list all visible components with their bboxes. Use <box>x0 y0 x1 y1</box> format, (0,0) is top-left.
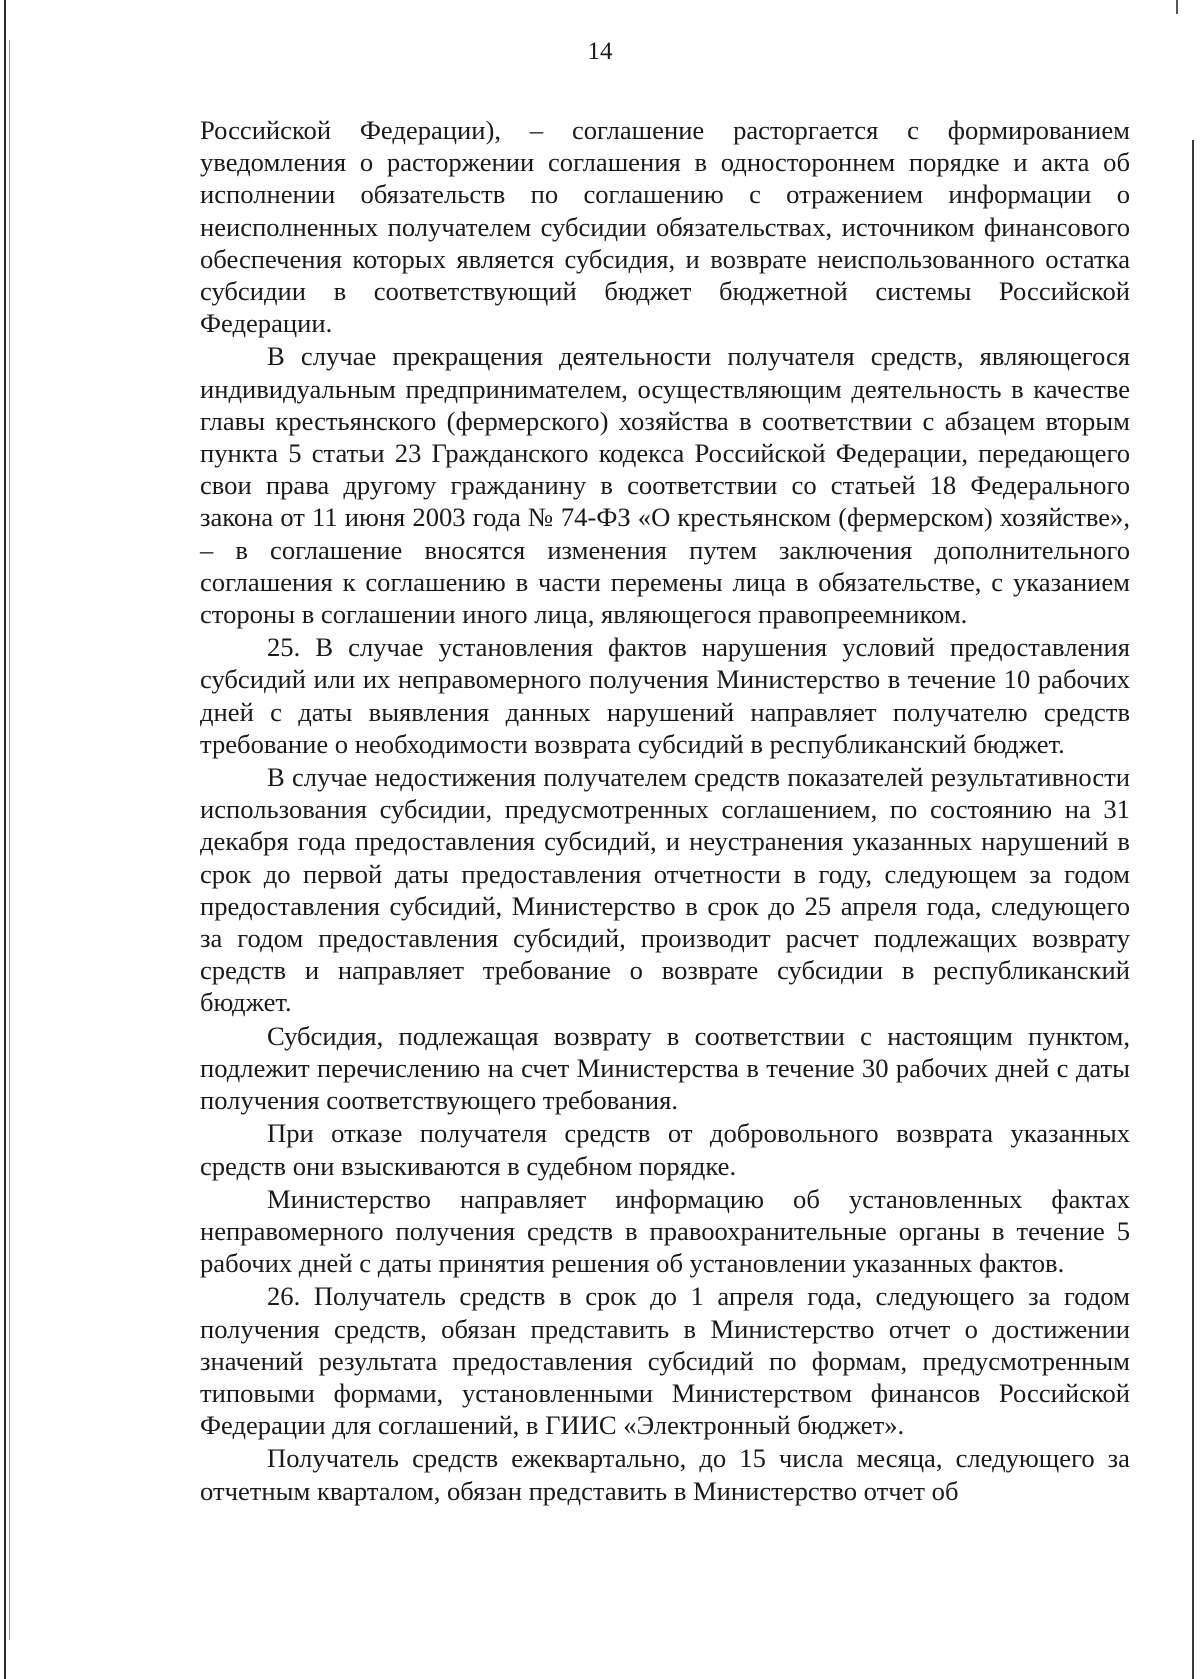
page-number: 14 <box>587 38 613 65</box>
paragraph-quarterly-report: Получатель средств ежеквартально, до 15 числа месяца, следующего за отчетным кварталом, обязан представить в Министерство отчет об <box>200 1443 1130 1506</box>
paragraph-court-recovery: При отказе получателя средств от добровольного возврата указанных средств они взыскиваются в судебном порядке. <box>200 1118 1130 1181</box>
paragraph-refund-transfer: Субсидия, подлежащая возврату в соответствии с настоящим пунктом, подлежит перечислению на счет Министерства в течение 30 рабочих дней с даты получения соответствующего требования. <box>200 1020 1130 1116</box>
scan-edge-right <box>1192 140 1194 1679</box>
paragraph-clause-25: 25. В случае установления фактов нарушения условий предоставления субсидий или их неправомерного получения Министерство в течение 10 рабочих дней с даты выявления данных нарушений направляет получателю средств требование о необходимости возврата субсидий в республиканский бюджет. <box>200 632 1130 759</box>
document-body <box>200 114 1130 1507</box>
paragraph-continuation: Российской Федерации), – соглашение расторгается с формированием уведомления о расторжении соглашения в одностороннем порядке и акта об исполнении обязательств по соглашению с отражением информации о неисполненных получателем субсидии обязательствах, источником финансового обеспечения которых является субсидия, и возврате неиспользованного остатка субсидии в соответствующий бюджет бюджетной системы Российской Федерации. <box>200 115 1130 339</box>
paragraph-clause-26: 26. Получатель средств в срок до 1 апреля года, следующего за годом получения средств, обязан представить в Министерство отчет о достижении значений результата предоставления субсидий по формам, предусмотренным типовыми формами, установленными Министерством финансов Российской Федерации для соглашений, в ГИИС «Электронный бюджет». <box>200 1281 1130 1441</box>
scan-edge-left-inner <box>9 40 10 1640</box>
paragraph-law-enforcement: Министерство направляет информацию об установленных фактах неправомерного получения средств в правоохранительные органы в течение 5 рабочих дней с даты принятия решения об установлении указанных фактов. <box>200 1183 1130 1279</box>
paragraph-farm-succession: В случае прекращения деятельности получателя средств, являющегося индивидуальным предпринимателем, осуществляющим деятельность в качестве главы крестьянского (фермерского) хозяйства в соответствии с абзацем вторым пункта 5 статьи 23 Гражданского кодекса Российской Федерации, передающего свои права другому гражданину в соответствии со статьей 18 Федерального закона от 11 июня 2003 года № 74-ФЗ «О крестьянском (фермерском) хозяйстве», – в соглашение вносятся изменения путем заключения дополнительного соглашения к соглашению в части перемены лица в обязательстве, с указанием стороны в соглашении иного лица, являющегося правопреемником. <box>200 341 1130 630</box>
paragraph-nonachievement: В случае недостижения получателем средств показателей результативности использования субсидии, предусмотренных соглашением, по состоянию на 31 декабря года предоставления субсидий, и неустранения указанных нарушений в срок до первой даты предоставления отчетности в году, следующем за годом предоставления субсидий, Министерство в срок до 25 апреля года, следующего за годом предоставления субсидий, производит расчет подлежащих возврату средств и направляет требование о возврате субсидии в республиканский бюджет. <box>200 762 1130 1018</box>
scan-edge-right-top <box>1176 0 1178 14</box>
scan-edge-left <box>4 0 6 1679</box>
